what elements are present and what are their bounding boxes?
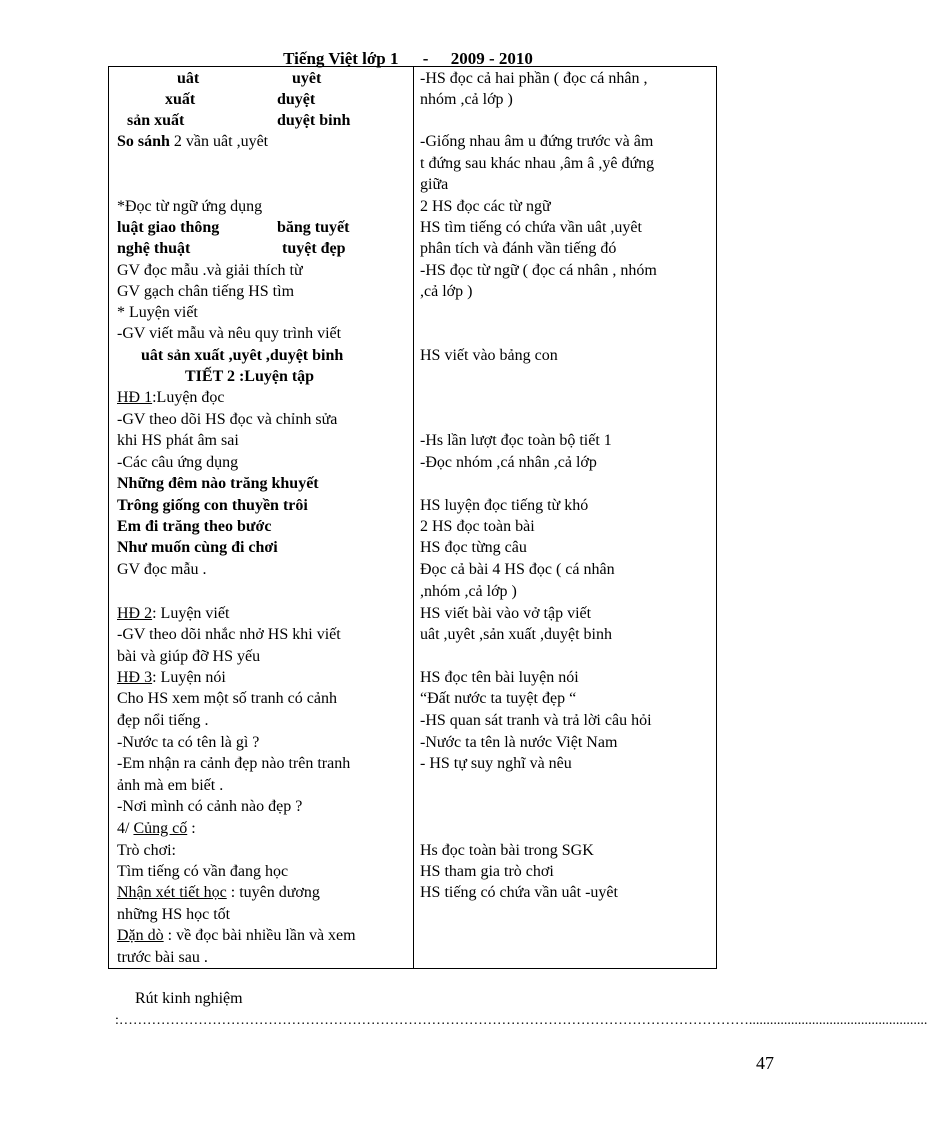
column-divider (413, 67, 414, 968)
right-line-2: nhóm ,cả lớp ) (420, 91, 513, 108)
right-line-3: -Giống nhau âm u đứng trước và âm (420, 133, 654, 150)
rhyme-uyet: uyêt (292, 70, 322, 87)
game-line: Trò chơi: (117, 842, 176, 859)
header-year: 2009 - 2010 (450, 49, 533, 68)
write-words: uât sản xuất ,uyêt ,duyệt binh (141, 347, 344, 364)
right-line-6: 2 HS đọc các từ ngữ (420, 198, 551, 215)
comment-line (117, 882, 320, 903)
right-line-12: -Hs lần lượt đọc toàn bộ tiết 1 (420, 432, 612, 449)
question2-line2: ảnh mà em biết . (117, 777, 224, 794)
comment-rest: : tuyên dương (226, 884, 320, 901)
gv-read2-line: GV đọc mẫu . (117, 561, 207, 578)
word-san-xuat: sản xuất (127, 112, 185, 129)
right-line-10: ,cả lớp ) (420, 283, 473, 300)
compare-bold: So sánh (117, 133, 170, 150)
dotted-line: :………………………………………………………………………………………………………………………................................................... (115, 1013, 927, 1028)
right-line-11: HS viết vào bảng con (420, 347, 558, 364)
comment-line2: những HS học tốt (117, 906, 231, 923)
compare-rest: 2 vần uât ,uyêt (169, 133, 269, 150)
gv-follow-line1: -GV theo dõi HS đọc và chỉnh sửa (117, 411, 338, 428)
hd3-rest: : Luyện nói (152, 669, 226, 686)
lesson2-heading: TIẾT 2 :Luyện tập (185, 368, 315, 385)
practice-write-heading: * Luyện viết (117, 304, 198, 321)
word-duyet: duyệt (277, 91, 316, 108)
compare-line (117, 131, 268, 152)
question1: -Nước ta có tên là gì ? (117, 734, 260, 751)
right-line-14: HS luyện đọc tiếng từ khó (420, 497, 589, 514)
right-line-27: HS tham gia trò chơi (420, 863, 554, 880)
page-number: 47 (756, 1053, 774, 1073)
word-tuyet-dep: tuyệt đẹp (282, 240, 346, 257)
gv-remind-line1: -GV theo dõi nhắc nhở HS khi viết (117, 626, 341, 643)
rhyme-uat: uât (177, 70, 200, 87)
advice-line2: trước bài sau . (117, 949, 208, 966)
right-line-25: - HS tự suy nghĩ và nêu (420, 755, 572, 772)
right-line-5: giữa (420, 176, 449, 193)
right-line-24: -Nước ta tên là nước Việt Nam (420, 734, 618, 751)
right-line-16: HS đọc từng câu (420, 539, 527, 556)
advice-label: Dặn dò (117, 927, 164, 944)
header-sep: - (422, 49, 429, 68)
hd2-rest: : Luyện viết (152, 605, 230, 622)
review-line (117, 818, 196, 839)
review-rest: : (187, 820, 196, 837)
read-words-heading: *Đọc từ ngữ ứng dụng (117, 198, 263, 215)
right-line-1: -HS đọc cả hai phần ( đọc cá nhân , (420, 70, 648, 87)
hd1-label: HĐ 1 (117, 389, 153, 406)
hd2-line (117, 603, 229, 624)
poem-line1: Những đêm nào trăng khuyết (117, 475, 319, 492)
review-num: 4/ (117, 820, 134, 837)
comment-label: Nhận xét tiết học (117, 884, 227, 901)
poem-line3: Em đi trăng theo bước (117, 518, 272, 535)
show-line2: đẹp nổi tiếng . (117, 712, 209, 729)
advice-rest: : về đọc bài nhiều lần và xem (163, 927, 356, 944)
right-line-23: -HS quan sát tranh và trả lời câu hỏi (420, 712, 652, 729)
right-line-22: “Đất nước ta tuyệt đẹp “ (420, 690, 577, 707)
right-line-7: HS tìm tiếng có chứa vần uât ,uyêt (420, 219, 642, 236)
question3: -Nơi mình có cảnh nào đẹp ? (117, 798, 303, 815)
right-line-13: -Đọc nhóm ,cá nhân ,cả lớp (420, 454, 597, 471)
find-line: Tìm tiếng có vần đang học (117, 863, 289, 880)
right-line-8: phân tích và đánh vần tiếng đó (420, 240, 617, 257)
review-label: Củng cố (133, 820, 188, 837)
right-line-26: Hs đọc toàn bài trong SGK (420, 842, 594, 859)
hd2-label: HĐ 2 (117, 605, 153, 622)
word-bang-tuyet: băng tuyết (277, 219, 350, 236)
gv-write-line: -GV viết mẫu và nêu quy trình viết (117, 325, 342, 342)
lesson-table (108, 66, 717, 969)
gv-remind-line2: bài và giúp đỡ HS yếu (117, 648, 261, 665)
gv-underline-line: GV gạch chân tiếng HS tìm (117, 283, 295, 300)
apply-sentences: -Các câu ứng dụng (117, 454, 239, 471)
experience-note: Rút kinh nghiệm (135, 990, 243, 1007)
word-xuat: xuất (165, 91, 196, 108)
hd3-line (117, 667, 226, 688)
hd1-rest: :Luyện đọc (152, 389, 225, 406)
gv-read-line: GV đọc mẫu .và giải thích từ (117, 262, 303, 279)
right-line-20: uât ,uyêt ,sản xuất ,duyệt binh (420, 626, 612, 643)
right-line-9: -HS đọc từ ngữ ( đọc cá nhân , nhóm (420, 262, 657, 279)
header-subject: Tiếng Việt lớp 1 (283, 49, 399, 68)
right-line-19: HS viết bài vào vở tập viết (420, 605, 592, 622)
right-line-28: HS tiếng có chứa vần uât -uyêt (420, 884, 618, 901)
poem-line2: Trông giống con thuyền trôi (117, 497, 308, 514)
hd1-line (117, 387, 225, 408)
word-nghe-thuat: nghệ thuật (117, 240, 191, 257)
right-line-4: t đứng sau khác nhau ,âm â ,yê đứng (420, 155, 655, 172)
right-line-17: Đọc cả bài 4 HS đọc ( cá nhân (420, 561, 615, 578)
right-line-21: HS đọc tên bài luyện nói (420, 669, 579, 686)
show-line1: Cho HS xem một số tranh có cảnh (117, 690, 337, 707)
right-line-18: ,nhóm ,cả lớp ) (420, 583, 517, 600)
right-line-15: 2 HS đọc toàn bài (420, 518, 535, 535)
word-luat-giao-thong: luật giao thông (117, 219, 220, 236)
question2-line1: -Em nhận ra cảnh đẹp nào trên tranh (117, 755, 351, 772)
advice-line (117, 925, 356, 946)
word-duyet-binh: duyệt binh (277, 112, 351, 129)
poem-line4: Như muốn cùng đi chơi (117, 539, 278, 556)
gv-follow-line2: khi HS phát âm sai (117, 432, 239, 449)
hd3-label: HĐ 3 (117, 669, 153, 686)
